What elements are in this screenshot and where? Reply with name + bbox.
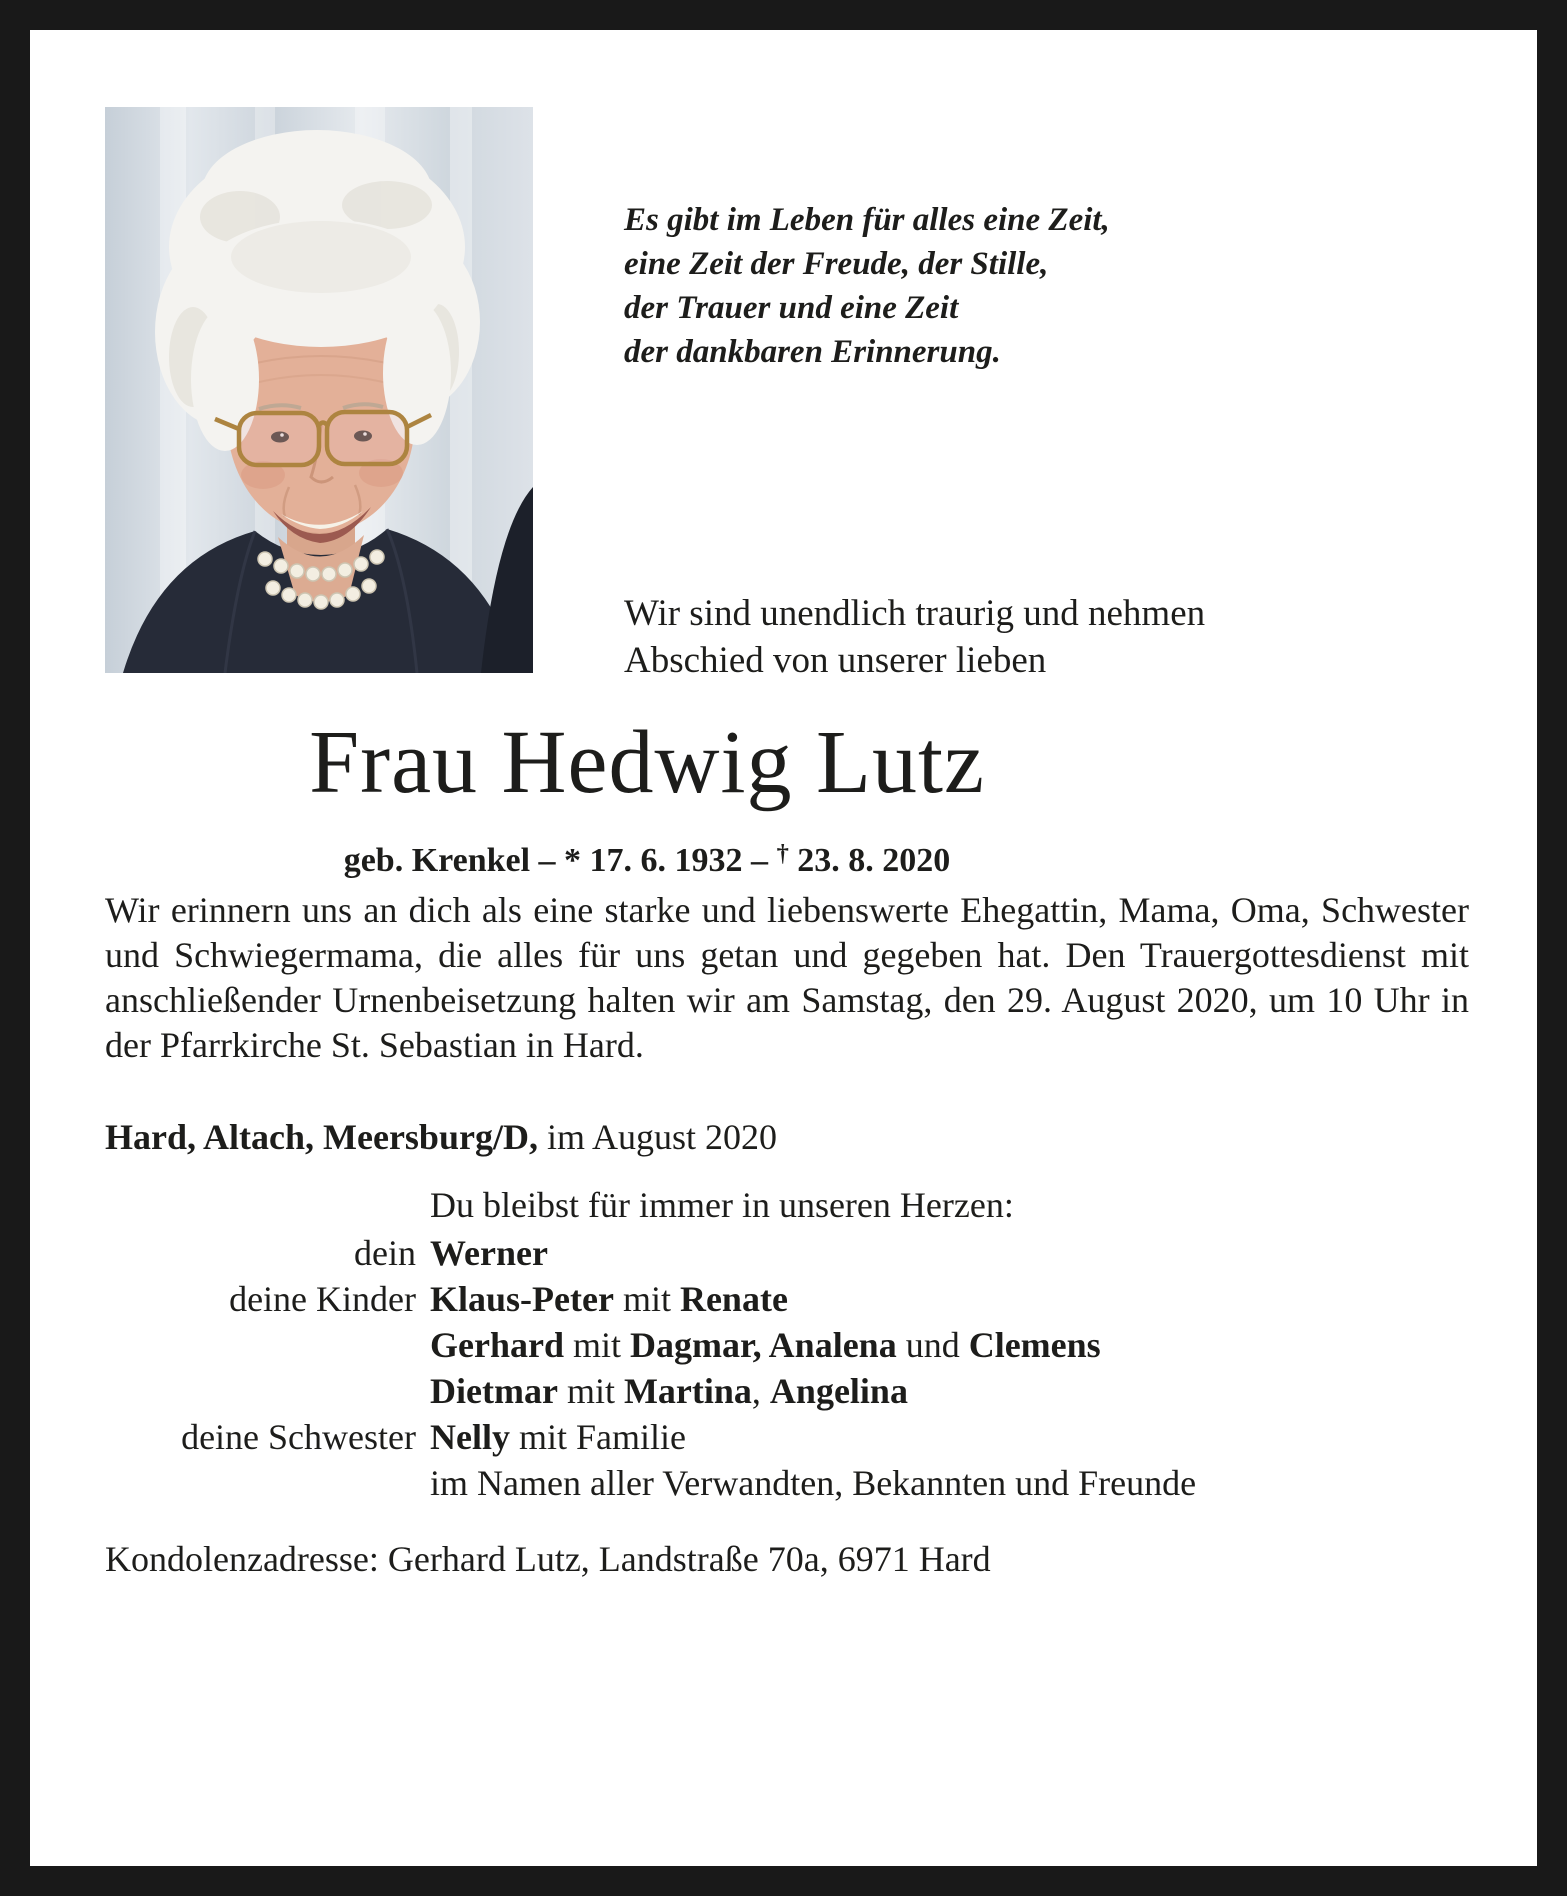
family-name: Martina bbox=[623, 1371, 752, 1411]
hearts-line: Du bleibst für immer in unseren Herzen: bbox=[430, 1185, 1014, 1225]
family-text: mit Familie bbox=[509, 1417, 686, 1457]
obituary-page bbox=[30, 30, 1537, 1866]
family-row-names bbox=[430, 1368, 908, 1414]
family-text: mit bbox=[563, 1325, 630, 1365]
family-row-names bbox=[430, 1322, 1101, 1368]
family-row-names bbox=[430, 1414, 686, 1460]
intro-text bbox=[624, 590, 1205, 684]
family-row-label: dein bbox=[354, 1233, 416, 1273]
family-list bbox=[105, 1230, 1495, 1506]
obituary-body: Wir erinnern uns an dich als eine starke und liebenswerte Ehegattin, Mama, Oma, Schwester und Schwiegermama, die alles für uns getan und gegeben hat. Den Trauergottesdienst mit anschließender Urnenbeisetzung halten wir am Samstag, den 29. August 2020, um 10 Uhr in der Pfarrkirche St. Sebastian in Hard. bbox=[105, 890, 1469, 1065]
family-text: und bbox=[896, 1325, 969, 1365]
family-name: Dagmar, Analena bbox=[630, 1325, 897, 1365]
family-row-label: deine Schwester bbox=[181, 1417, 416, 1457]
family-name: Dietmar bbox=[430, 1371, 558, 1411]
family-text: mit bbox=[557, 1371, 624, 1411]
family-name: Gerhard bbox=[430, 1325, 564, 1365]
family-row-label bbox=[105, 1368, 416, 1414]
family-row bbox=[105, 1276, 1495, 1322]
memorial-verse bbox=[624, 198, 1110, 374]
family-row-label: deine Kinder bbox=[229, 1279, 416, 1319]
family-row-names bbox=[430, 1460, 1196, 1506]
text-line: der Trauer und eine Zeit bbox=[624, 290, 959, 326]
family-row-label bbox=[105, 1322, 416, 1368]
family-row-label bbox=[105, 1460, 416, 1506]
family-row-names bbox=[430, 1276, 788, 1322]
family-text: im Namen aller Verwandten, Bekannten und Freunde bbox=[430, 1463, 1197, 1503]
text-line: Wir sind unendlich traurig und nehmen bbox=[624, 593, 1206, 634]
text-line: eine Zeit der Freude, der Stille, bbox=[624, 246, 1049, 282]
family-row-names bbox=[430, 1230, 548, 1276]
family-row bbox=[105, 1368, 1495, 1414]
family-name: Klaus-Peter bbox=[430, 1279, 614, 1319]
family-name: Nelly bbox=[430, 1417, 510, 1457]
dates-before: geb. Krenkel – * 17. 6. 1932 – bbox=[343, 841, 777, 879]
place-date-line bbox=[105, 1116, 777, 1158]
text-line: Es gibt im Leben für alles eine Zeit, bbox=[624, 202, 1110, 238]
family-name: Clemens bbox=[968, 1325, 1101, 1365]
family-row bbox=[105, 1460, 1495, 1506]
family-text: mit bbox=[613, 1279, 680, 1319]
portrait-photo bbox=[105, 107, 533, 673]
place-month: im August 2020 bbox=[537, 1117, 777, 1157]
dates-after: 23. 8. 2020 bbox=[788, 841, 951, 879]
condolence-address: Kondolenzadresse: Gerhard Lutz, Landstraße 70a, 6971 Hard bbox=[105, 1539, 991, 1579]
dagger-symbol: † bbox=[776, 840, 789, 867]
family-name: Angelina bbox=[769, 1371, 908, 1411]
text-line: Abschied von unserer lieben bbox=[624, 640, 1047, 681]
text-line: der dankbaren Erinnerung. bbox=[624, 334, 1001, 370]
family-text: , bbox=[751, 1371, 770, 1411]
family-name: Renate bbox=[679, 1279, 788, 1319]
family-row bbox=[105, 1322, 1495, 1368]
family-name: Werner bbox=[430, 1233, 548, 1273]
portrait-illustration bbox=[105, 107, 533, 673]
birth-death-line bbox=[105, 840, 1189, 880]
deceased-name: Frau Hedwig Lutz bbox=[309, 713, 985, 812]
family-row bbox=[105, 1230, 1495, 1276]
place-names: Hard, Altach, Meersburg/D, bbox=[105, 1117, 538, 1157]
family-row bbox=[105, 1414, 1495, 1460]
